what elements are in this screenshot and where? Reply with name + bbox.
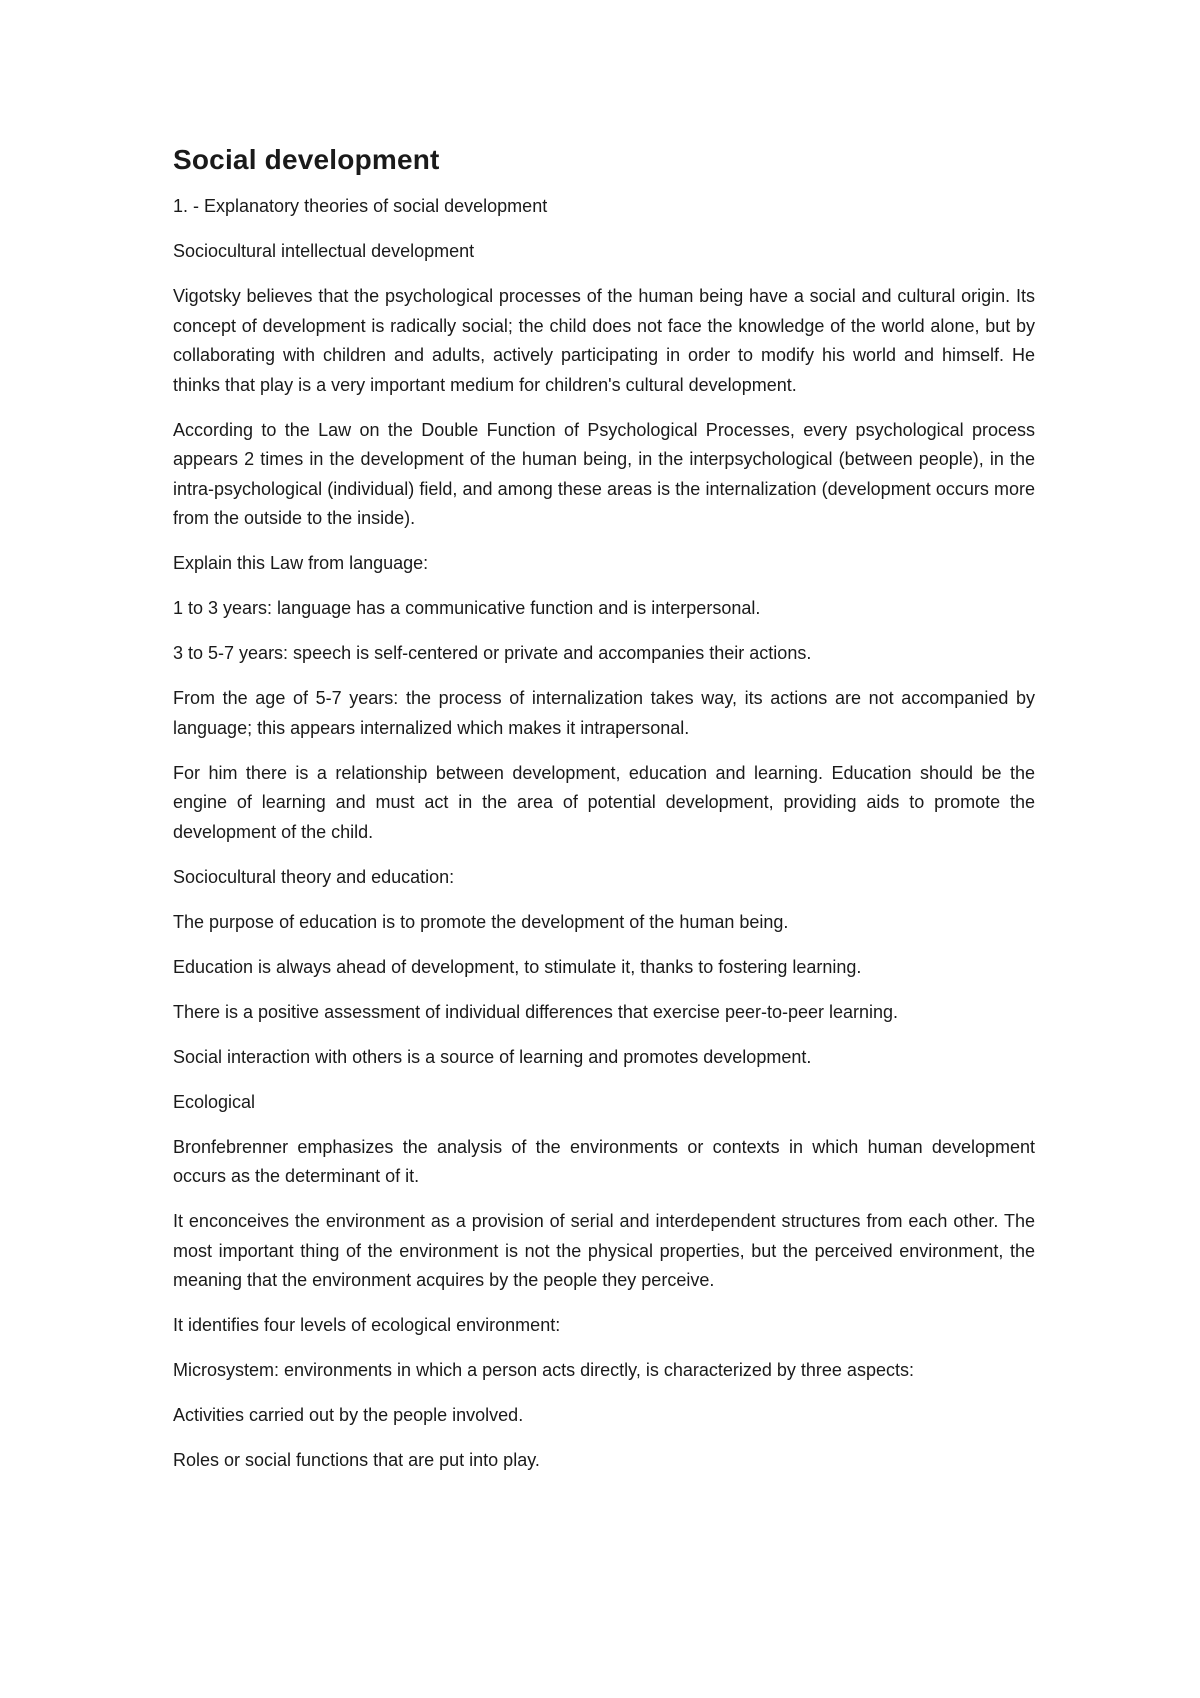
paragraph: Education is always ahead of development, to stimulate it, thanks to fostering learning.	[173, 956, 862, 977]
paragraph: 1. - Explanatory theories of social development	[173, 196, 548, 216]
paragraph: Bronfebrenner emphasizes the analysis of the environments or contexts in which human development occurs as the determinant of it.	[173, 1136, 1035, 1186]
paragraph: From the age of 5-7 years: the process of internalization takes way, its actions are not accompanied by language; this appears internalized which makes it intrapersonal.	[173, 688, 1035, 738]
document-body	[173, 192, 1035, 1476]
paragraph: Roles or social functions that are put into play.	[173, 1450, 540, 1470]
paragraph: Sociocultural intellectual development	[173, 241, 475, 261]
document-page	[173, 140, 1035, 1491]
paragraph: 3 to 5-7 years: speech is self-centered or private and accompanies their actions.	[173, 643, 812, 663]
paragraph: For him there is a relationship between development, education and learning. Education should be the engine of learning and must act in the area of potential development, providing aids to promote the development of the child.	[173, 762, 1035, 842]
paragraph: According to the Law on the Double Function of Psychological Processes, every psychological process appears 2 times in the development of the human being, in the interpsychological (between people), in the intra-psychological (individual) field, and among these areas is the internalization (development occurs more from the outside to the inside).	[173, 419, 1035, 528]
paragraph: Activities carried out by the people involved.	[173, 1405, 524, 1425]
paragraph: Social interaction with others is a source of learning and promotes development.	[173, 1046, 812, 1067]
paragraph: Sociocultural theory and education:	[173, 866, 455, 887]
paragraph: Ecological	[173, 1091, 256, 1112]
paragraph: It enconceives the environment as a provision of serial and interdependent structures from each other. The most important thing of the environment is not the physical properties, but the perceived environment, the meaning that the environment acquires by the people they perceive.	[173, 1211, 1035, 1290]
paragraph: There is a positive assessment of individual differences that exercise peer-to-peer learning.	[173, 1001, 899, 1022]
paragraph: Microsystem: environments in which a person acts directly, is characterized by three aspects:	[173, 1360, 914, 1380]
paragraph: Explain this Law from language:	[173, 553, 429, 573]
paragraph: The purpose of education is to promote the development of the human being.	[173, 911, 789, 932]
page-title: Social development	[173, 144, 440, 175]
paragraph: 1 to 3 years: language has a communicative function and is interpersonal.	[173, 598, 761, 618]
paragraph: Vigotsky believes that the psychological processes of the human being have a social and cultural origin. Its concept of development is radically social; the child does not face the knowledge of the world alone, but by collaborating with children and adults, actively participating in order to modify his world and himself. He thinks that play is a very important medium for children's cultural development.	[173, 286, 1035, 395]
paragraph: It identifies four levels of ecological environment:	[173, 1315, 561, 1335]
